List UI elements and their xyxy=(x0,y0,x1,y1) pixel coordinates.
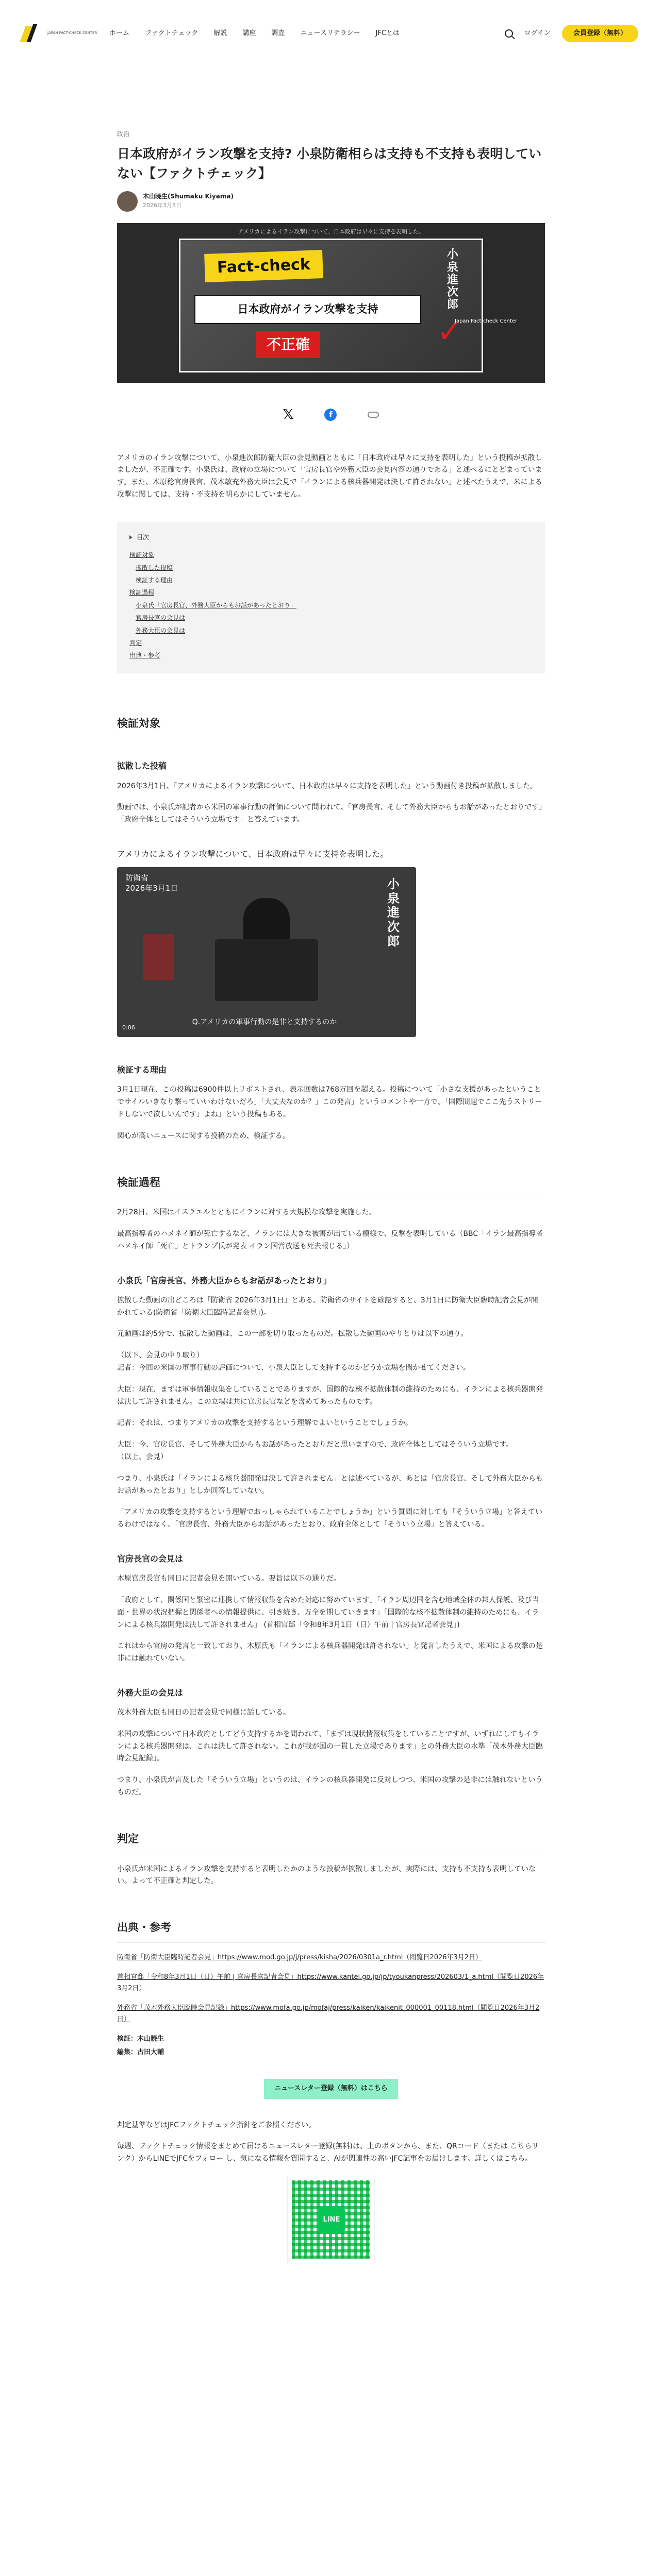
hero-claim: 日本政府がイラン攻撃を支持 xyxy=(194,295,421,324)
video-timestamp: 0:06 xyxy=(122,1024,135,1031)
toc-item[interactable]: 官房長官の会見は xyxy=(136,614,186,622)
toc-item[interactable]: 判定 xyxy=(129,639,142,647)
author-block xyxy=(117,191,545,212)
login-link[interactable]: ログイン xyxy=(524,29,551,37)
nav-item-research[interactable]: 調査 xyxy=(271,29,285,37)
section-heading: 出典・参考 xyxy=(117,1919,545,1943)
logo-text: JAPAN FACT-CHECK CENTER xyxy=(47,31,97,36)
lead-paragraph: アメリカのイラン攻撃について、小泉進次郎防衛大臣の会見動画とともに「日本政府は早々に支持を表明した」という投稿が拡散しましたが、不正確です。小泉氏は、政府の立場について「官房長官や外務大臣の会見内容の通りである」と述べるにとどまっています。また、木原稔官房長官、茂木敏充外務大臣は会見で「イランによる核兵器開発は決して許されない」と述べたうえで、米による攻撃に関しては、支持・不支持を明らかにしていません。 xyxy=(117,453,542,499)
main-nav xyxy=(109,28,400,39)
nav-item-factcheck[interactable]: ファクトチェック xyxy=(145,29,198,37)
facebook-share-icon[interactable]: f xyxy=(324,409,337,421)
paragraph: 「アメリカの攻撃を支持するという理解でおっしゃられていることでしょうか」という質問に対しても「そういう立場」と答えているわけではなく、「官房長官、外務大臣からお話があったとおり、政府全体として「そういう立場」と答えている。 xyxy=(117,1508,543,1529)
nav-item-literacy[interactable]: ニュースリテラシー xyxy=(300,29,360,37)
site-logo[interactable] xyxy=(21,23,103,44)
nav-item-home[interactable]: ホーム xyxy=(109,29,130,37)
paragraph: 毎週、ファクトチェック情報をまとめて届けるニュースレター登録(無料)は、上のボタンから、また、QRコード（または こちらリンク）からLINEでJFCをフォロー し、気になる情報を質問すると、AIが関連性の高いJFC記事をお届けします。詳しくはこちら。 xyxy=(117,2142,539,2163)
hero-image xyxy=(117,223,545,383)
verdict-badge: 不正確 xyxy=(256,331,320,358)
toc-item[interactable]: 出典・参考 xyxy=(129,652,161,659)
nav-item-about[interactable]: JFCとは xyxy=(375,29,400,37)
toc-toggle-icon[interactable] xyxy=(129,535,133,539)
paragraph: 判定基準などはJFCファクトチェック指針をご参照ください。 xyxy=(117,2121,316,2129)
paragraph: 小泉氏が米国によるイラン攻撃を支持すると表明したかのような投稿が拡散しましたが、実際には、支持も不支持も表明していない。よって不正確と判定した。 xyxy=(117,1865,536,1886)
references xyxy=(117,1952,545,2025)
toc-item[interactable]: 外務大臣の会見は xyxy=(136,626,186,634)
reference-link[interactable]: 首相官邸「令和8年3月1日（日）午前 | 官房長官記者会見」https://www.kantei.go.jp/jp/tyoukanpress/202603/1_a.html（閲覧日2026年3月2日） xyxy=(117,1973,544,1993)
search-icon[interactable] xyxy=(505,29,513,38)
paragraph: （以下、会見の中り取り） 記者：今回の米国の軍事行動の評価について、小泉大臣として支持するのかどうか立場を聞かせてください。 xyxy=(117,1351,471,1372)
paragraph: 元動画は約5分で、拡散した動画は、この一部を切り取ったものだ。拡散した動画のやりとりは以下の通り。 xyxy=(117,1330,468,1338)
check-icon: ✓ xyxy=(437,314,463,350)
author-name[interactable]: 木山暁生(Shumaku Kiyama) xyxy=(143,193,234,200)
paragraph: 大臣：今、官房長官、そして外務大臣からもお話があったとおりだと思いますので、政府全体としてはそういう立場です。 （以上、会見） xyxy=(117,1440,514,1461)
hero-jfc-label: Japan Fact-check Center xyxy=(455,318,518,325)
toc-item[interactable]: 小泉氏「官房長官、外務大臣からもお話があったとおり」 xyxy=(136,601,296,609)
factcheck-badge: Fact-check xyxy=(204,250,323,282)
paragraph: 記者：それは、つまりアメリカの攻撃を支持するという理解でよいということでしょうか。 xyxy=(117,1419,413,1428)
logo-mark-icon xyxy=(21,23,43,44)
subsection-heading: 外務大臣の会見は xyxy=(117,1687,184,1698)
subsection-heading: 官房長官の会見は xyxy=(117,1553,184,1564)
nav-item-course[interactable]: 講座 xyxy=(242,29,256,37)
reference-link[interactable]: 外務省「茂木外務大臣臨時会見記録」https://www.mofa.go.jp/mofaj/press/kaiken/kaikenit_000001_00118.html（閲覧日2026年3月2日） xyxy=(117,2004,540,2024)
paragraph: 動画では、小泉氏が記者から米国の軍事行動の評価について問われて、「官房長官、そして外務大臣からもお話があったとおりです」「政府全体としてはそういう立場です」と答えています。 xyxy=(117,803,543,824)
paragraph: 「政府として、関係国と緊密に連携して情報収集を含めた対応に努めています」「イラン周辺国を含む地域全体の邦人保護、及び当面・世界の状況把握と関係者への情報提供に、引き続き、万全を期していきます」「国際的な核不拡散体制の維持のためにも、イランによる核兵器開発は決して許されません」 (首相官邸「令和8年3月1日（日）午前 | 官房長官記者会見」) xyxy=(117,1596,539,1629)
header-actions xyxy=(505,25,638,42)
table-of-contents xyxy=(117,522,545,673)
paragraph: 2026年3月1日、「アメリカによるイラン攻撃について、日本政府は早々に支持を表明した」という動画付き投稿が拡散しました。 xyxy=(117,782,537,790)
video-label: 防衛省 2026年3月1日 xyxy=(125,873,178,893)
toc-label: 目次 xyxy=(137,533,150,541)
toc-item[interactable]: 検証過程 xyxy=(129,589,155,597)
paragraph: 拡散した動画の出どころは「防衛省 2026年3月1日」とある。防衛省のサイトを確認すると、3月1日に防衛大臣臨時記者会見が開かれている(防衛省「防衛大臣臨時記者会見」)。 xyxy=(117,1296,538,1317)
subsection-heading: 小泉氏「官房長官、外務大臣からもお話があったとおり」 xyxy=(117,1275,332,1285)
subsection-heading: 検証する理由 xyxy=(117,1065,167,1075)
subsection-heading: 拡散した投稿 xyxy=(117,761,167,771)
section-heading: 検証対象 xyxy=(117,715,545,739)
paragraph: これはから官房の発言と一致しており、木原氏も「イランによる核兵器開発は許されない」と発言したうえで、米国による攻撃の是非には触れていない。 xyxy=(117,1642,543,1663)
credit-editor: 編集：古田大輔 xyxy=(117,2048,164,2057)
embedded-post xyxy=(117,842,545,1042)
credit-verifier: 検証：木山暁生 xyxy=(117,2035,164,2043)
post-caption: アメリカによるイラン攻撃について、日本政府は早々に支持を表明した。 xyxy=(117,849,389,859)
paragraph: 2月28日、米国はイスラエルとともにイランに対する大規模な攻撃を実施した。 xyxy=(117,1208,376,1217)
newsletter-button[interactable]: ニュースレター登録（無料）はこちら xyxy=(264,2079,398,2098)
section-heading: 検証過程 xyxy=(117,1174,545,1198)
line-qr-code[interactable] xyxy=(287,2176,375,2263)
avatar[interactable] xyxy=(117,191,138,212)
toc-header[interactable] xyxy=(129,532,533,543)
post-video[interactable] xyxy=(117,867,416,1037)
toc-item[interactable]: 検証対象 xyxy=(129,551,155,559)
paragraph: 木原官房長官も同日に記者会見を開いている。要旨は以下の通りだ。 xyxy=(117,1574,341,1583)
toc-item[interactable]: 検証する理由 xyxy=(136,576,173,584)
paragraph: 関心が高いニュースに関する投稿のため、検証する。 xyxy=(117,1131,290,1140)
article-title: 日本政府がイラン攻撃を支持? 小泉防衛相らは支持も不支持も表明していない【ファクトチェック】 xyxy=(117,146,542,181)
x-share-icon[interactable]: 𝕏 xyxy=(283,407,294,423)
paragraph: 最高指導者のハメネイ師が死亡するなど、イランには大きな被害が出ている模様で、反撃を表明している（BBC「イラン最高指導者ハメネイ師「死亡」とトランプ氏が発表 イラン国営放送も死去報じる」） xyxy=(117,1229,543,1250)
line-logo-icon: LINE xyxy=(318,2206,345,2234)
copy-link-icon[interactable] xyxy=(368,412,379,418)
paragraph: 米国の攻撃について日本政府としてどう支持するかを問われて、「まずは現状情報収集をしていることですが、いずれにしてもイランによる核兵器開発は、これは決して許されない。これが我が国の一貫した立場であります」との外務大臣の水準「茂木外務大臣臨時会見記録」。 xyxy=(117,1730,543,1763)
nav-item-explainer[interactable]: 解説 xyxy=(213,29,227,37)
toc-item[interactable]: 拡散した投稿 xyxy=(136,564,173,571)
site-header xyxy=(0,0,662,67)
hero-person-name: 小泉進次郎 xyxy=(447,248,459,312)
register-button[interactable]: 会員登録（無料） xyxy=(562,25,638,42)
hero-top-text: アメリカによるイラン攻撃について、日本政府は早々に支持を表明した。 xyxy=(238,228,424,235)
paragraph: 茂木外務大臣も同日の記者会見で同様に話している。 xyxy=(117,1708,290,1717)
podium-shape xyxy=(215,939,318,1001)
reference-link[interactable]: 防衛省「防衛大臣臨時記者会見」https://www.mod.go.jp/j/press/kisha/2026/0301a_r.html（閲覧日2026年3月2日） xyxy=(117,1953,483,1961)
publish-date: 2026年3月5日 xyxy=(143,201,181,209)
paragraph: つまり、小泉氏が言及した「そういう立場」というのは、イランの核兵器開発に反対しつつ、米国の攻撃の是非には触れないというものだ。 xyxy=(117,1776,543,1797)
footer-spacer xyxy=(117,2284,545,2315)
flag-shape xyxy=(143,934,174,980)
video-person-name: 小泉進次郎 xyxy=(387,877,400,948)
video-subtitle: Q.アメリカの軍事行動の是非と支持するのか xyxy=(192,1018,337,1027)
paragraph: つまり、小泉氏は「イランによる核兵器開発は決して許されません」とは述べているが、あとは「官房長官、そして外務大臣からもお話があったとおり」としか回答していない。 xyxy=(117,1474,543,1495)
share-bar xyxy=(117,403,545,426)
paragraph: 3月1日現在、この投稿は6900件以上リポストされ、表示回数は768万回を超える。投稿について「小さな支援があったということでサイルいきなり撃っていいわけないだろ」「大丈夫なのか？」この発言」というコメントや一方で、「国際問題でここ先うストリードしないで欲しいんです」よね」という投稿もある。 xyxy=(117,1086,542,1118)
section-heading: 判定 xyxy=(117,1830,545,1854)
paragraph: 大臣：現在、まずは軍事情報収集をしていることでありますが、国際的な核不拡散体制の維持のためにも、イランによる核兵器開発は決して許されません。この立場は共に官房長官などを含めてあったものです。 xyxy=(117,1385,543,1406)
article xyxy=(117,67,545,2315)
article-category[interactable]: 政治 xyxy=(117,130,130,138)
